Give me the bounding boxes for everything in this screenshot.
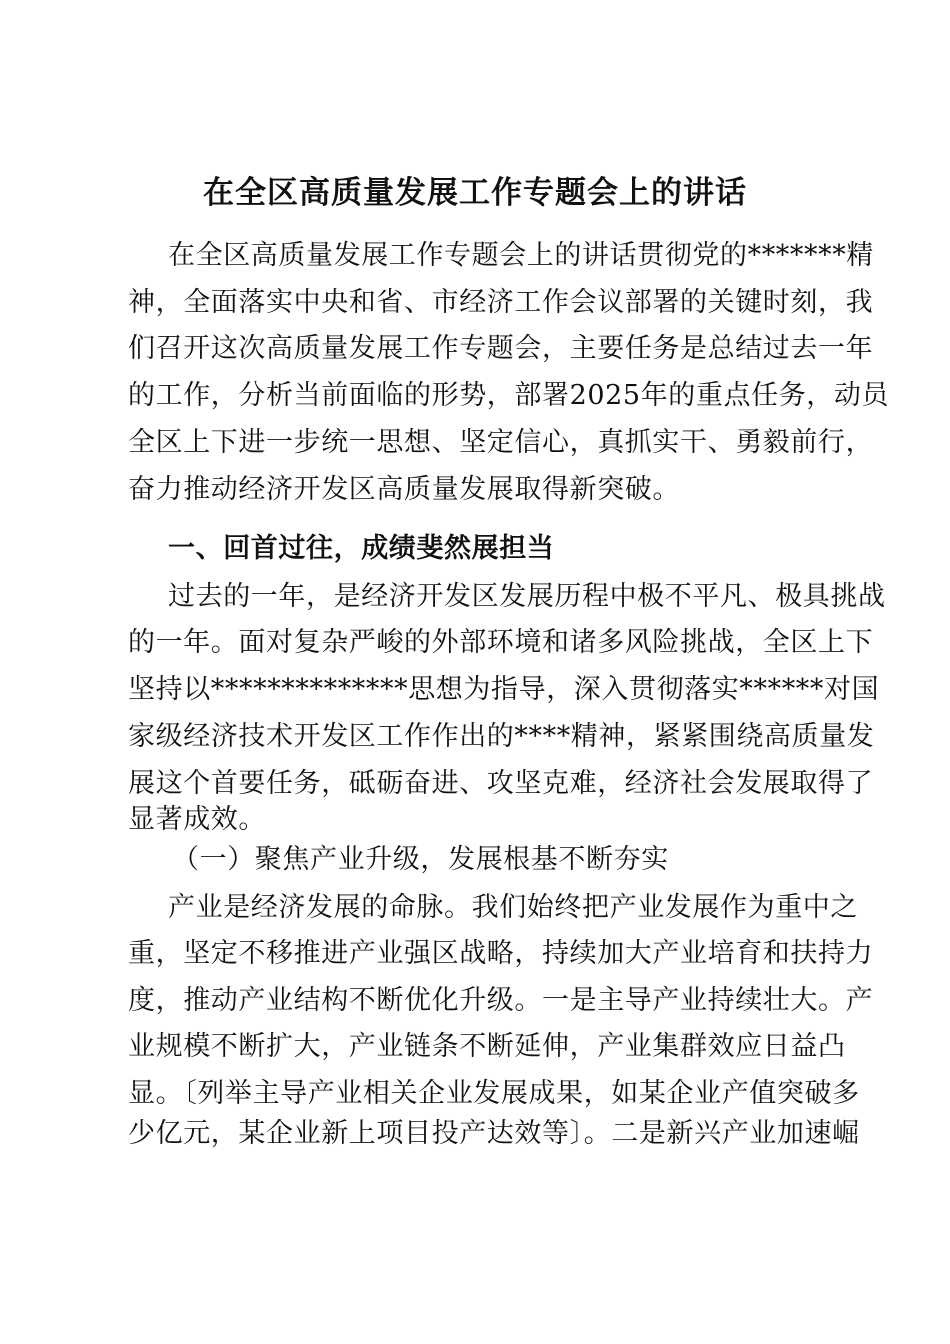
text-line: 少亿元，某企业新上项目投产达效等〕。二是新兴产业加速崛 (128, 1118, 860, 1149)
section-heading: 一、回首过往，成绩斐然展担当 (168, 533, 555, 564)
text-line: 重，坚定不移推进产业强区战略，持续加大产业培育和扶持力 (128, 938, 874, 969)
text-line: 奋力推动经济开发区高质量发展取得新突破。 (128, 474, 680, 505)
text-line: 在全区高质量发展工作专题会上的讲话贯彻党的*******精 (168, 240, 874, 271)
text-line: 过去的一年，是经济开发区发展历程中极不平凡、极具挑战 (168, 581, 886, 612)
text-line: 家级经济技术开发区工作作出的****精神，紧紧围绕高质量发 (128, 721, 875, 752)
text-line: 显。〔列举主导产业相关企业发展成果，如某企业产值突破多 (128, 1078, 860, 1109)
text-line: 全区上下进一步统一思想、坚定信心，真抓实干、勇毅前行， (128, 427, 874, 458)
text-line: 显著成效。 (128, 804, 266, 835)
text-line: 产业是经济发展的命脉。我们始终把产业发展作为重中之 (168, 892, 858, 923)
text-line: 的工作，分析当前面临的形势，部署2025年的重点任务，动员 (128, 380, 890, 411)
text-line: 坚持以**************思想为指导，深入贯彻落实******对国 (128, 674, 880, 705)
text-line: 神，全面落实中央和省、市经济工作会议部署的关键时刻，我 (128, 287, 874, 318)
text-line: 度，推动产业结构不断优化升级。一是主导产业持续壮大。产 (128, 985, 874, 1016)
subsection-heading: （一）聚焦产业升级，发展根基不断夯实 (172, 844, 669, 875)
text-line: 业规模不断扩大，产业链条不断延伸，产业集群效应日益凸 (128, 1031, 846, 1062)
document-title: 在全区高质量发展工作专题会上的讲话 (203, 175, 747, 211)
text-line: 展这个首要任务，砥砺奋进、攻坚克难，经济社会发展取得了 (128, 768, 874, 799)
text-line: 的一年。面对复杂严峻的外部环境和诸多风险挑战，全区上下 (128, 627, 874, 658)
text-line: 们召开这次高质量发展工作专题会，主要任务是总结过去一年 (128, 333, 874, 364)
